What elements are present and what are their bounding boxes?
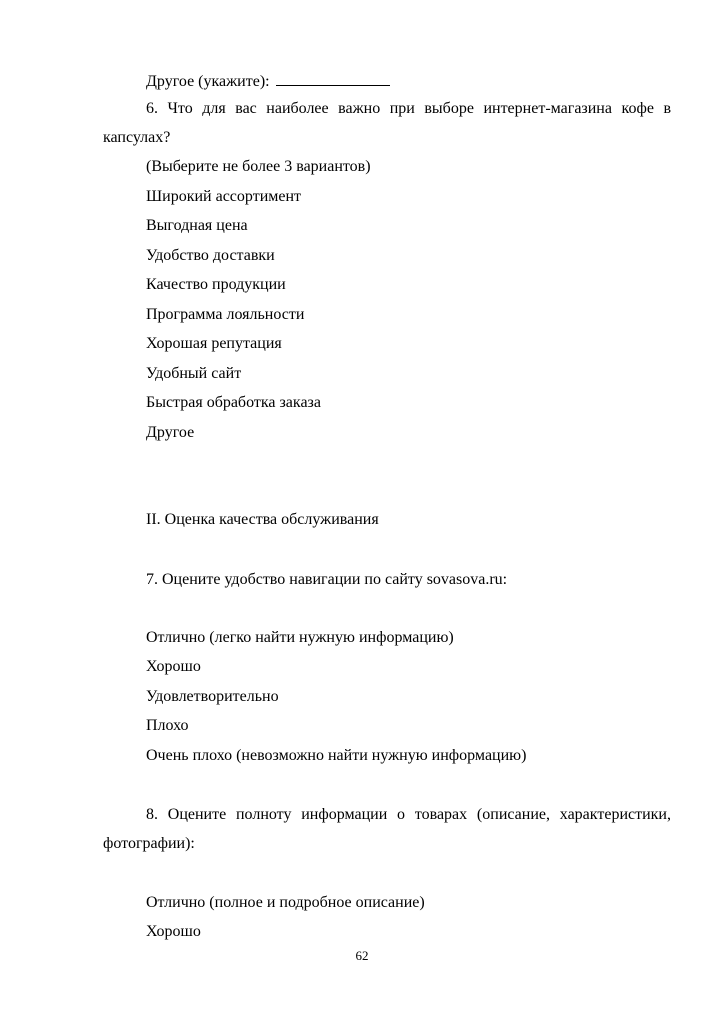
q8-option: Отлично (полное и подробное описание) [146,894,425,911]
q6-option: Широкий ассортимент [146,188,302,205]
q6-option: Удобный сайт [146,365,242,382]
q7-option: Плохо [146,717,189,734]
q6-option: Программа лояльности [146,306,305,323]
q7-option: Хорошо [146,658,201,675]
other-specify-label: Другое (укажите): [146,73,270,90]
question-8-line-1: 8. Оцените полноту информации о товарах (описание, характеристики, [146,806,671,823]
question-8-line-2: фотографии): [103,835,195,852]
fill-in-blank [276,70,390,86]
q6-option: Выгодная цена [146,217,248,234]
q6-option: Быстрая обработка заказа [146,394,321,411]
section-2-heading: II. Оценка качества обслуживания [146,511,379,528]
question-6-hint: (Выберите не более 3 вариантов) [146,158,371,175]
q7-option: Отлично (легко найти нужную информацию) [146,629,454,646]
other-specify-line [146,70,390,92]
q6-option: Хорошая репутация [146,335,282,352]
page-number: 62 [355,948,369,963]
question-6-line-2: капсулах? [103,129,171,146]
q6-option: Удобство доставки [146,247,275,264]
q7-option: Очень плохо (невозможно найти нужную информацию) [146,747,527,764]
q6-option: Качество продукции [146,276,286,293]
question-7-text: 7. Оцените удобство навигации по сайту sovasova.ru: [146,571,508,588]
q7-option: Удовлетворительно [146,688,279,705]
question-6-line-1: 6. Что для вас наиболее важно при выборе интернет-магазина кофе в [146,100,671,117]
q6-option: Другое [146,424,195,441]
q8-option: Хорошо [146,923,201,940]
